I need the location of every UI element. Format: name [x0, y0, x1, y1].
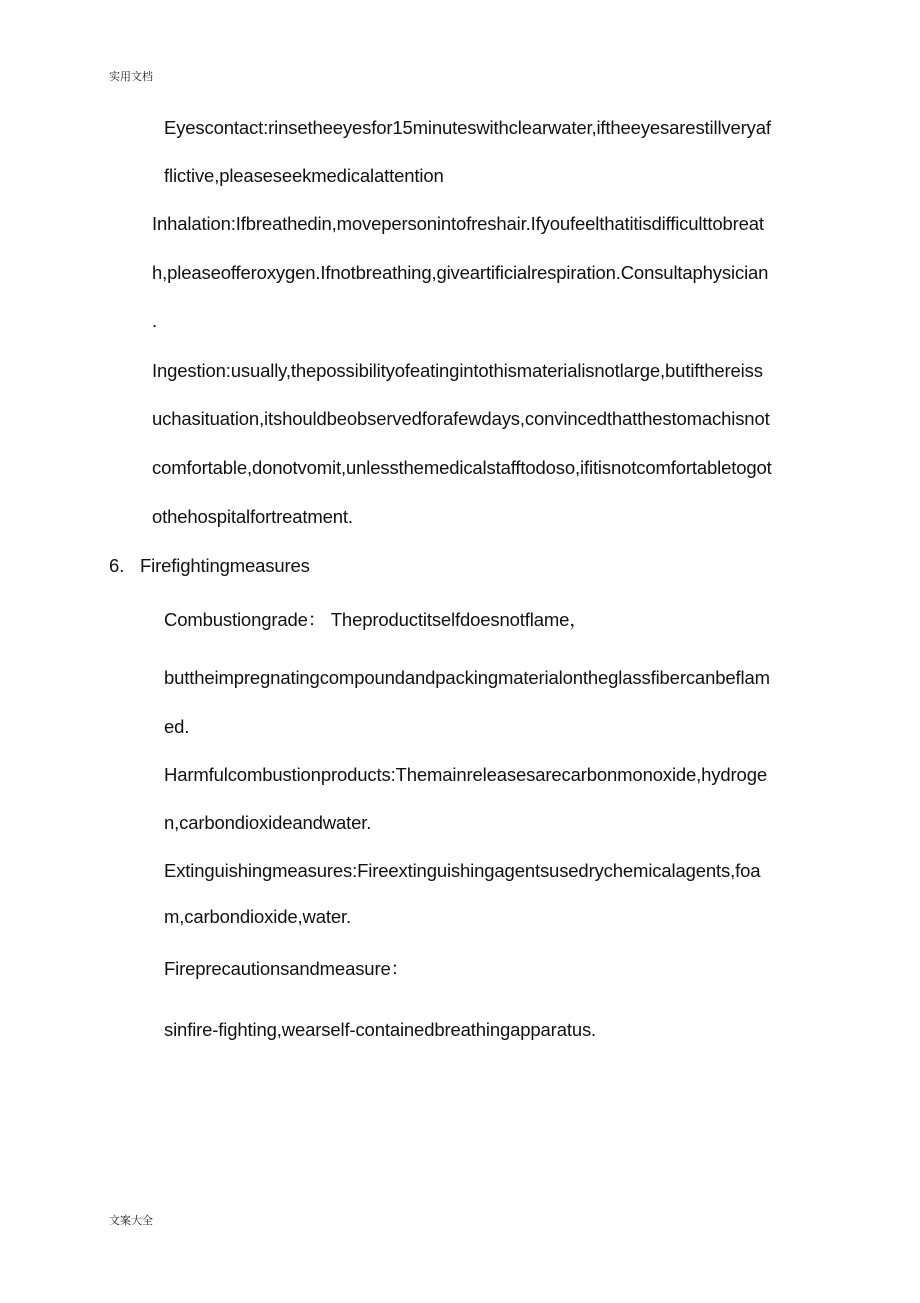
fire-precautions-line-1: Fireprecautionsandmeasure：	[164, 958, 409, 979]
combustion-grade-line-1: Combustiongrade： Theproductitselfdoesnotflame，	[164, 609, 588, 630]
fire-precautions-line-2: sinfire-fighting,wearself-containedbreathingapparatus.	[164, 1019, 597, 1040]
eyes-contact-line-2: flictive,pleaseseekmedicalattention	[164, 165, 444, 186]
inhalation-line-1: Inhalation:Ifbreathedin,movepersonintofreshair.Ifyoufeelthatitisdifficulttobreat	[152, 213, 764, 234]
section-number: 6.	[109, 555, 125, 576]
section-title: Firefightingmeasures	[140, 555, 310, 576]
combustion-grade-line-2: buttheimpregnatingcompoundandpackingmaterialontheglassfibercanbeflam	[164, 667, 770, 688]
harmful-products-line-1: Harmfulcombustionproducts:Themainreleasesarecarbonmonoxide,hydroge	[164, 764, 767, 785]
ingestion-line-1: Ingestion:usually,thepossibilityofeatingintothismaterialisnotlarge,butifthereiss	[152, 360, 763, 381]
inhalation-line-2: h,pleaseofferoxygen.Ifnotbreathing,giveartificialrespiration.Consultaphysician	[152, 262, 769, 283]
ingestion-line-3: comfortable,donotvomit,unlessthemedicalstafftodoso,ifitisnotcomfortabletogot	[152, 457, 772, 478]
page-header: 实用文档	[109, 70, 153, 83]
eyes-contact-line-1: Eyescontact:rinsetheeyesfor15minuteswithclearwater,iftheeyesarestillveryaf	[164, 117, 771, 138]
ingestion-line-2: uchasituation,itshouldbeobservedforafewdays,convincedthatthestomachisnot	[152, 408, 770, 429]
combustion-grade-line-3: ed.	[164, 716, 190, 737]
ingestion-line-4: othehospitalfortreatment.	[152, 506, 353, 527]
harmful-products-line-2: n,carbondioxideandwater.	[164, 812, 372, 833]
extinguishing-line-1: Extinguishingmeasures:Fireextinguishingagentsusedrychemicalagents,foa	[164, 860, 761, 881]
inhalation-line-3: .	[152, 310, 157, 331]
extinguishing-line-2: m,carbondioxide,water.	[164, 906, 351, 927]
page-footer: 文案大全	[109, 1214, 153, 1227]
